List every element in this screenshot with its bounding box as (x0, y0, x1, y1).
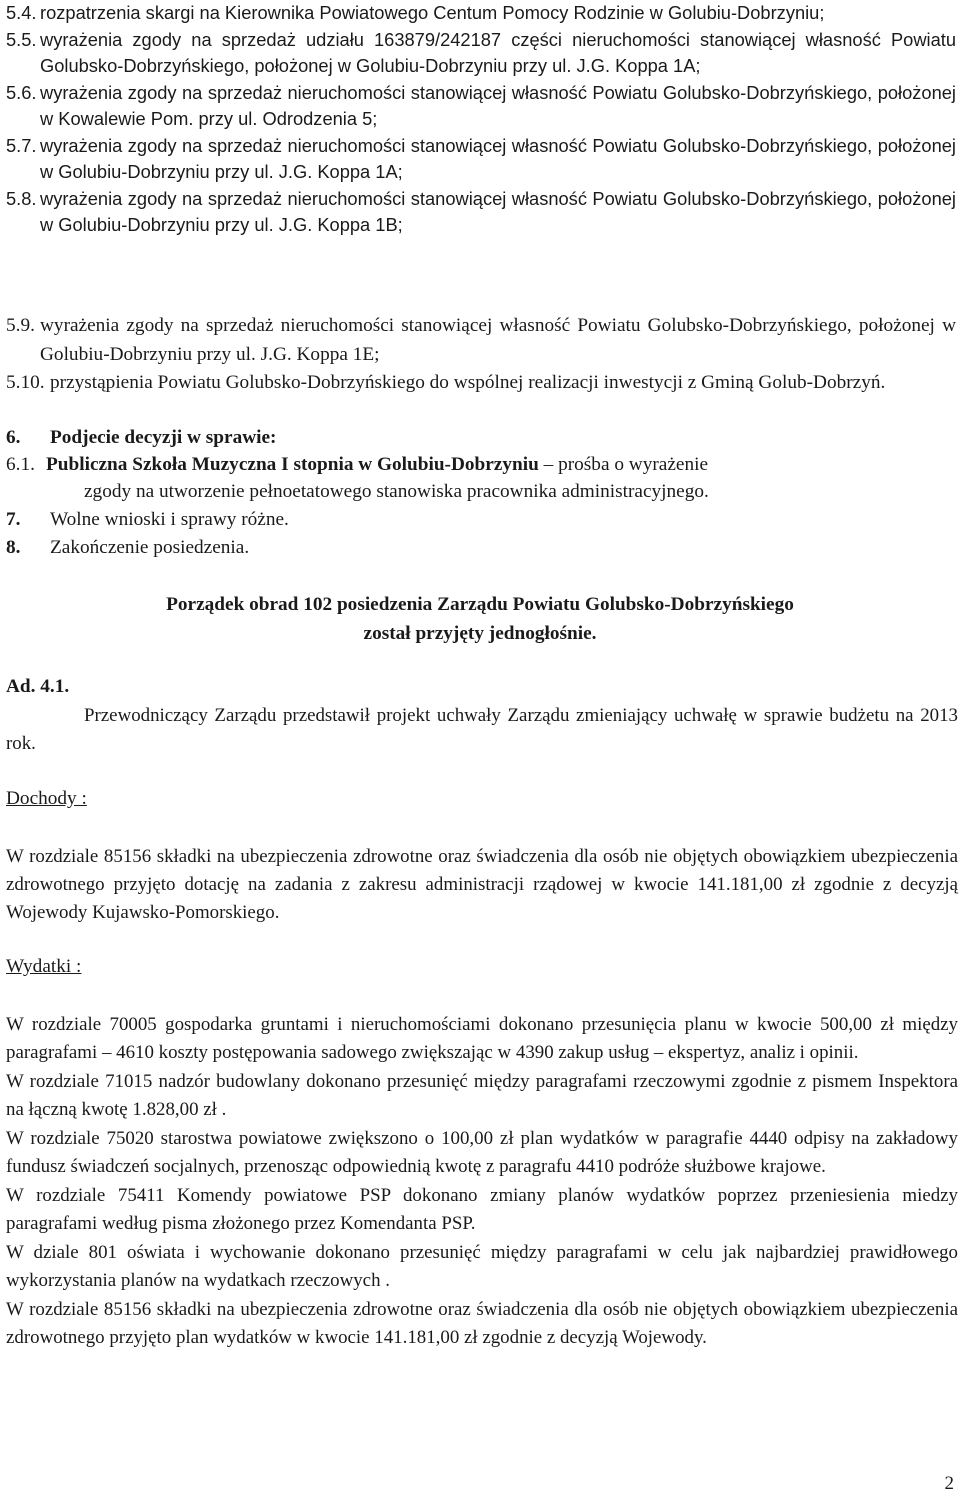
wydatki-heading: Wydatki : (6, 956, 82, 977)
agenda-item-7: 7. Wolne wnioski i sprawy różne. (6, 509, 289, 530)
agenda-item-5-6: 5.6. wyrażenia zgody na sprzedaż nieruchomości stanowiącej własność Powiatu Golubsko-Dobrzyńskiego, położonej w Kowalewie Pom. przy ul. Odrodzenia 5; (6, 81, 956, 129)
wydatki-paragraphs (6, 1011, 958, 1353)
agenda-item-6-1: 6.1. Publiczna Szkoła Muzyczna I stopnia w Golubiu-Dobrzyniu – prośba o wyrażenie (6, 454, 709, 475)
wydatki-paragraph: W rozdziale 70005 gospodarka gruntami i nieruchomościami dokonano przesunięcia planu w kwocie 500,00 zł między paragrafami – 4610 koszty postępowania sadowego zwiększając w 4390 zakup usług – ekspertyz, analiz i opinii. (6, 1014, 958, 1063)
agenda-item-5-10: 5.10. przystąpienia Powiatu Golubsko-Dobrzyńskiego do wspólnej realizacji inwestycji z Gminą Golub-Dobrzyń. (6, 372, 886, 394)
ad-label: Ad. 4.1. (6, 676, 70, 697)
wydatki-paragraph: W rozdziale 85156 składki na ubezpieczenia zdrowotne oraz świadczenia dla osób nie objętych obowiązkiem ubezpieczenia zdrowotnego przyjęto plan wydatków w kwocie 141.181,00 zł zgodnie z decyzją Wojewody. (6, 1299, 958, 1348)
agenda-subitems-serif (6, 312, 956, 398)
ad-text: Przewodniczący Zarządu przedstawił projekt uchwały Zarządu zmieniający uchwałę w sprawie budżetu na 2013 rok. (6, 705, 958, 754)
dochody-text: W rozdziale 85156 składki na ubezpieczenia zdrowotne oraz świadczenia dla osób nie objętych obowiązkiem ubezpieczenia zdrowotnego przyjęto dotację na zadania z zakresu administracji rządowej w kwocie 141.181,00 zł zgodnie z decyzją Wojewody Kujawsko-Pomorskiego. (6, 846, 958, 923)
wydatki-paragraph: W rozdziale 75411 Komendy powiatowe PSP dokonano zmiany planów wydatków poprzez przeniesienia miedzy paragrafami według pisma złożonego przez Komendanta PSP. (6, 1185, 958, 1234)
agenda-item-6: 6. Podjecie decyzji w sprawie: (6, 427, 277, 448)
wydatki-paragraph: W dziale 801 oświata i wychowanie dokonano przesunięć między paragrafami w celu jak najbardziej prawidłowego wykorzystania planów na wydatkach rzeczowych . (6, 1242, 958, 1291)
agenda-item-5-9: 5.9. wyrażenia zgody na sprzedaż nieruchomości stanowiącej własność Powiatu Golubsko-Dobrzyńskiego, położonej w Golubiu-Dobrzyniu przy ul. J.G. Koppa 1E; (6, 315, 956, 365)
page-number: 2 (944, 1473, 954, 1494)
resolution-line-2: został przyjęty jednogłośnie. (363, 623, 597, 644)
agenda-item-5-8: 5.8. wyrażenia zgody na sprzedaż nieruchomości stanowiącej własność Powiatu Golubsko-Dobrzyńskiego, położonej w Golubiu-Dobrzyniu przy ul. J.G. Koppa 1B; (6, 187, 956, 235)
resolution-line-1: Porządek obrad 102 posiedzenia Zarządu Powiatu Golubsko-Dobrzyńskiego (166, 594, 794, 615)
agenda-item-5-5: 5.5. wyrażenia zgody na sprzedaż udziału 163879/242187 części nieruchomości stanowiącej własność Powiatu Golubsko-Dobrzyńskiego, położonej w Golubiu-Dobrzyniu przy ul. J.G. Koppa 1A; (6, 28, 956, 76)
agenda-item-8: 8. Zakończenie posiedzenia. (6, 537, 250, 558)
agenda-item-5-7: 5.7. wyrażenia zgody na sprzedaż nieruchomości stanowiącej własność Powiatu Golubsko-Dobrzyńskiego, położonej w Golubiu-Dobrzyniu przy ul. J.G. Koppa 1A; (6, 134, 956, 182)
agenda-subitems-sans (6, 0, 956, 239)
agenda-item-6-1-continuation: zgody na utworzenie pełnoetatowego stanowiska pracownika administracyjnego. (84, 481, 709, 502)
wydatki-paragraph: W rozdziale 75020 starostwa powiatowe zwiększono o 100,00 zł plan wydatków w paragrafie 4440 odpisy na zakładowy fundusz świadczeń socjalnych, przenosząc odpowiednią kwotę z paragrafu 4410 podróże służbowe krajowe. (6, 1128, 958, 1177)
wydatki-paragraph: W rozdziale 71015 nadzór budowlany dokonano przesunięć między paragrafami rzeczowymi zgodnie z pismem Inspektora na łączną kwotę 1.828,00 zł . (6, 1071, 958, 1120)
dochody-heading: Dochody : (6, 788, 87, 809)
agenda-item-5-4: 5.4. rozpatrzenia skargi na Kierownika Powiatowego Centum Pomocy Rodzinie w Golubiu-Dobrzyniu; (6, 2, 825, 23)
